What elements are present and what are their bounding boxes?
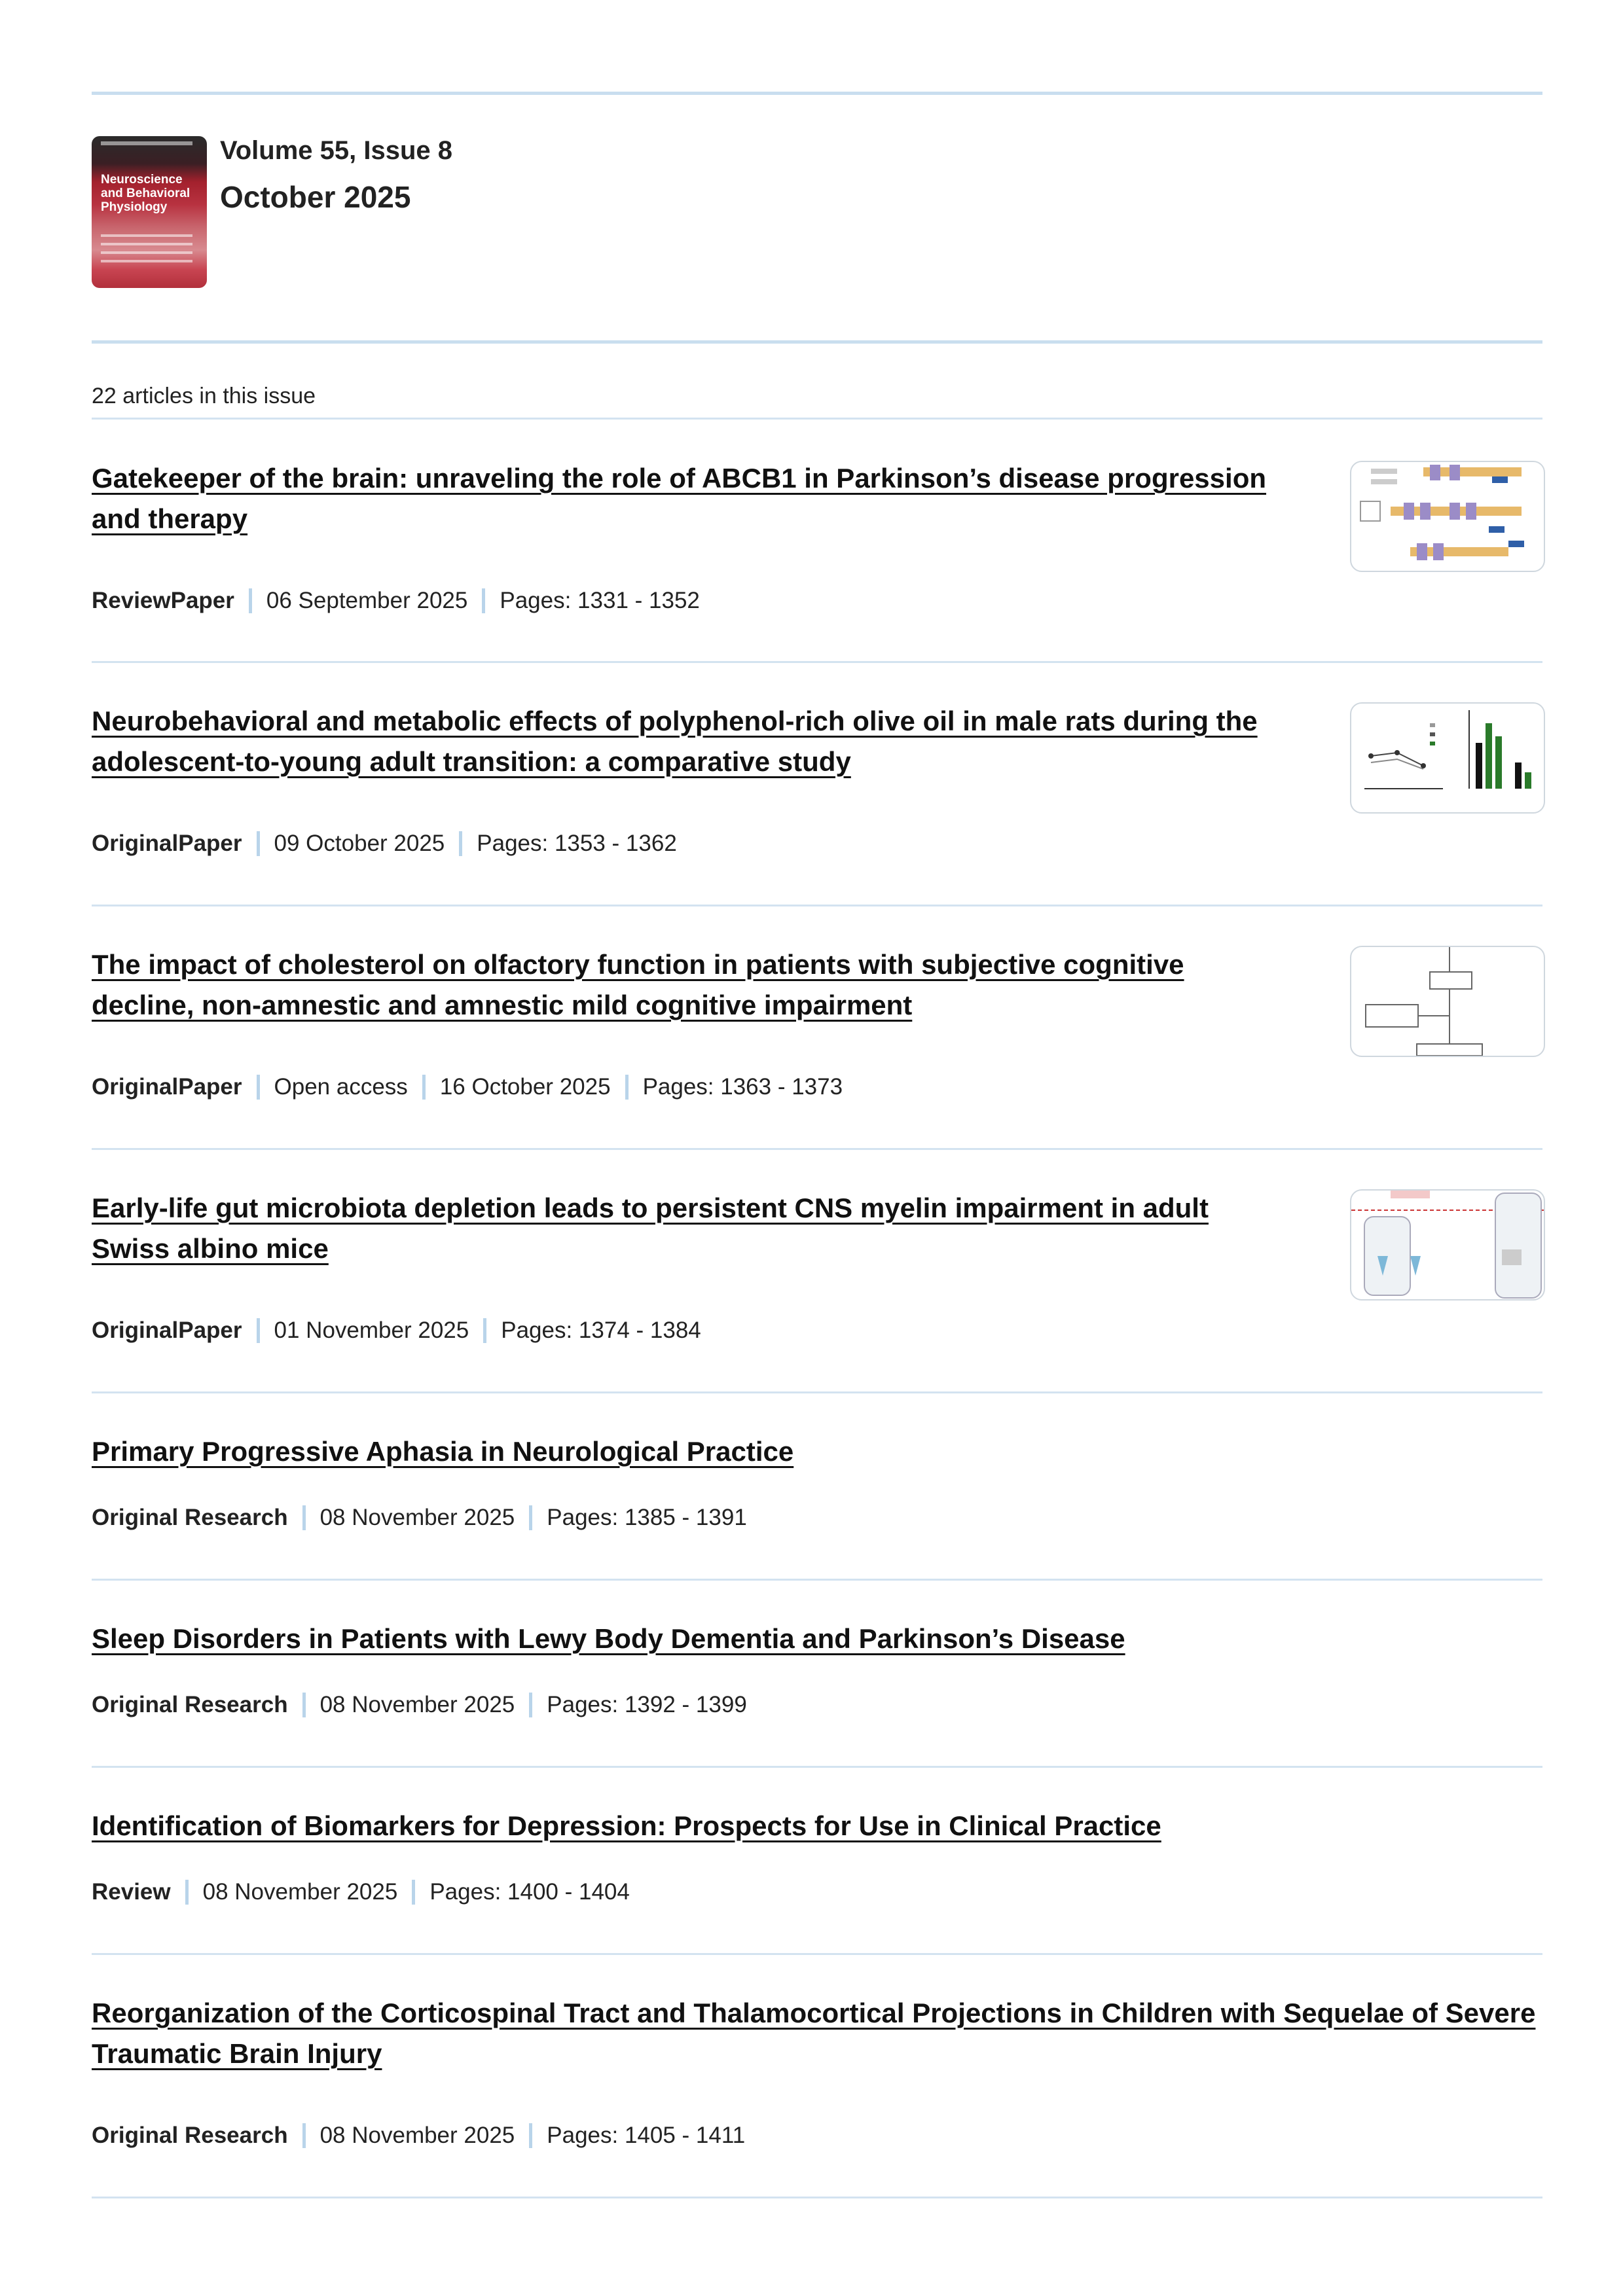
- issue-header: [92, 136, 1542, 288]
- article-date: 16 October 2025: [439, 1074, 611, 1100]
- article-meta: [92, 1318, 701, 1344]
- article-date: 09 October 2025: [274, 831, 445, 856]
- access-badge: Open access: [274, 1074, 408, 1100]
- list-divider: [92, 418, 1542, 420]
- article-type: Original Research: [92, 1505, 288, 1530]
- article-date: 08 November 2025: [202, 1879, 398, 1905]
- article-type: Review: [92, 1879, 171, 1905]
- article-title[interactable]: Early-life gut microbiota depletion leads to persistent CNS myelin impairment in adult Swiss albino mice: [92, 1193, 1209, 1264]
- header-divider: [92, 340, 1542, 344]
- article-title[interactable]: The impact of cholesterol on olfactory function in patients with subjective cognitive decline, non-amnestic and amnestic mild cognitive impairment: [92, 949, 1184, 1020]
- article-meta: [92, 2123, 745, 2149]
- article-divider: [92, 2197, 1542, 2198]
- article-type: OriginalPaper: [92, 1318, 242, 1343]
- article-pages: Pages: 1400 - 1404: [429, 1879, 630, 1905]
- article-type: OriginalPaper: [92, 831, 242, 856]
- journal-cover-image[interactable]: [92, 136, 207, 288]
- article-pages: Pages: 1363 - 1373: [642, 1074, 843, 1100]
- article-title[interactable]: Identification of Biomarkers for Depression: Prospects for Use in Clinical Practice: [92, 1810, 1161, 1841]
- top-divider: [92, 92, 1542, 95]
- article-divider: [92, 1391, 1542, 1393]
- article-pages: Pages: 1353 - 1362: [477, 831, 677, 856]
- article-title[interactable]: Primary Progressive Aphasia in Neurological Practice: [92, 1436, 794, 1467]
- articles-count: 22 articles in this issue: [92, 384, 316, 408]
- article-title[interactable]: Reorganization of the Corticospinal Tract and Thalamocortical Projections in Children with Sequelae of Severe Traumatic Brain Injury: [92, 1998, 1536, 2069]
- article-pages: Pages: 1331 - 1352: [500, 588, 700, 613]
- article-divider: [92, 1953, 1542, 1955]
- article-pages: Pages: 1374 - 1384: [501, 1318, 701, 1343]
- article-date: 01 November 2025: [274, 1318, 469, 1343]
- article-divider: [92, 1766, 1542, 1768]
- article-figure-thumbnail[interactable]: [1350, 461, 1545, 572]
- article-meta: [92, 1074, 843, 1100]
- article-meta: [92, 1692, 747, 1718]
- article-pages: Pages: 1385 - 1391: [547, 1505, 747, 1530]
- article-divider: [92, 905, 1542, 906]
- article-title[interactable]: Sleep Disorders in Patients with Lewy Body Dementia and Parkinson’s Disease: [92, 1623, 1125, 1654]
- article-figure-thumbnail[interactable]: [1350, 946, 1545, 1057]
- article-type: Original Research: [92, 2123, 288, 2148]
- issue-volume: Volume 55, Issue 8: [220, 136, 452, 165]
- article-meta: [92, 831, 677, 857]
- article-divider: [92, 1579, 1542, 1581]
- article-divider: [92, 661, 1542, 663]
- article-title[interactable]: Gatekeeper of the brain: unraveling the role of ABCB1 in Parkinson’s disease progression and therapy: [92, 463, 1267, 534]
- article-pages: Pages: 1392 - 1399: [547, 1692, 747, 1717]
- article-date: 08 November 2025: [319, 1692, 515, 1717]
- article-type: ReviewPaper: [92, 588, 234, 613]
- article-type: OriginalPaper: [92, 1074, 242, 1100]
- article-date: 06 September 2025: [266, 588, 468, 613]
- article-figure-thumbnail[interactable]: [1350, 1189, 1545, 1300]
- article-meta: [92, 588, 700, 614]
- article-pages: Pages: 1405 - 1411: [547, 2123, 746, 2148]
- article-divider: [92, 1148, 1542, 1150]
- article-figure-thumbnail[interactable]: [1350, 702, 1545, 814]
- cover-title: Neuroscience and Behavioral Physiology: [101, 173, 191, 214]
- issue-date: October 2025: [220, 180, 411, 214]
- article-date: 08 November 2025: [319, 1505, 515, 1530]
- article-meta: [92, 1505, 747, 1531]
- article-meta: [92, 1879, 630, 1905]
- article-type: Original Research: [92, 1692, 288, 1717]
- article-date: 08 November 2025: [319, 2123, 515, 2148]
- article-title[interactable]: Neurobehavioral and metabolic effects of polyphenol-rich olive oil in male rats during the adolescent-to-young adult transition: a comparative study: [92, 706, 1258, 777]
